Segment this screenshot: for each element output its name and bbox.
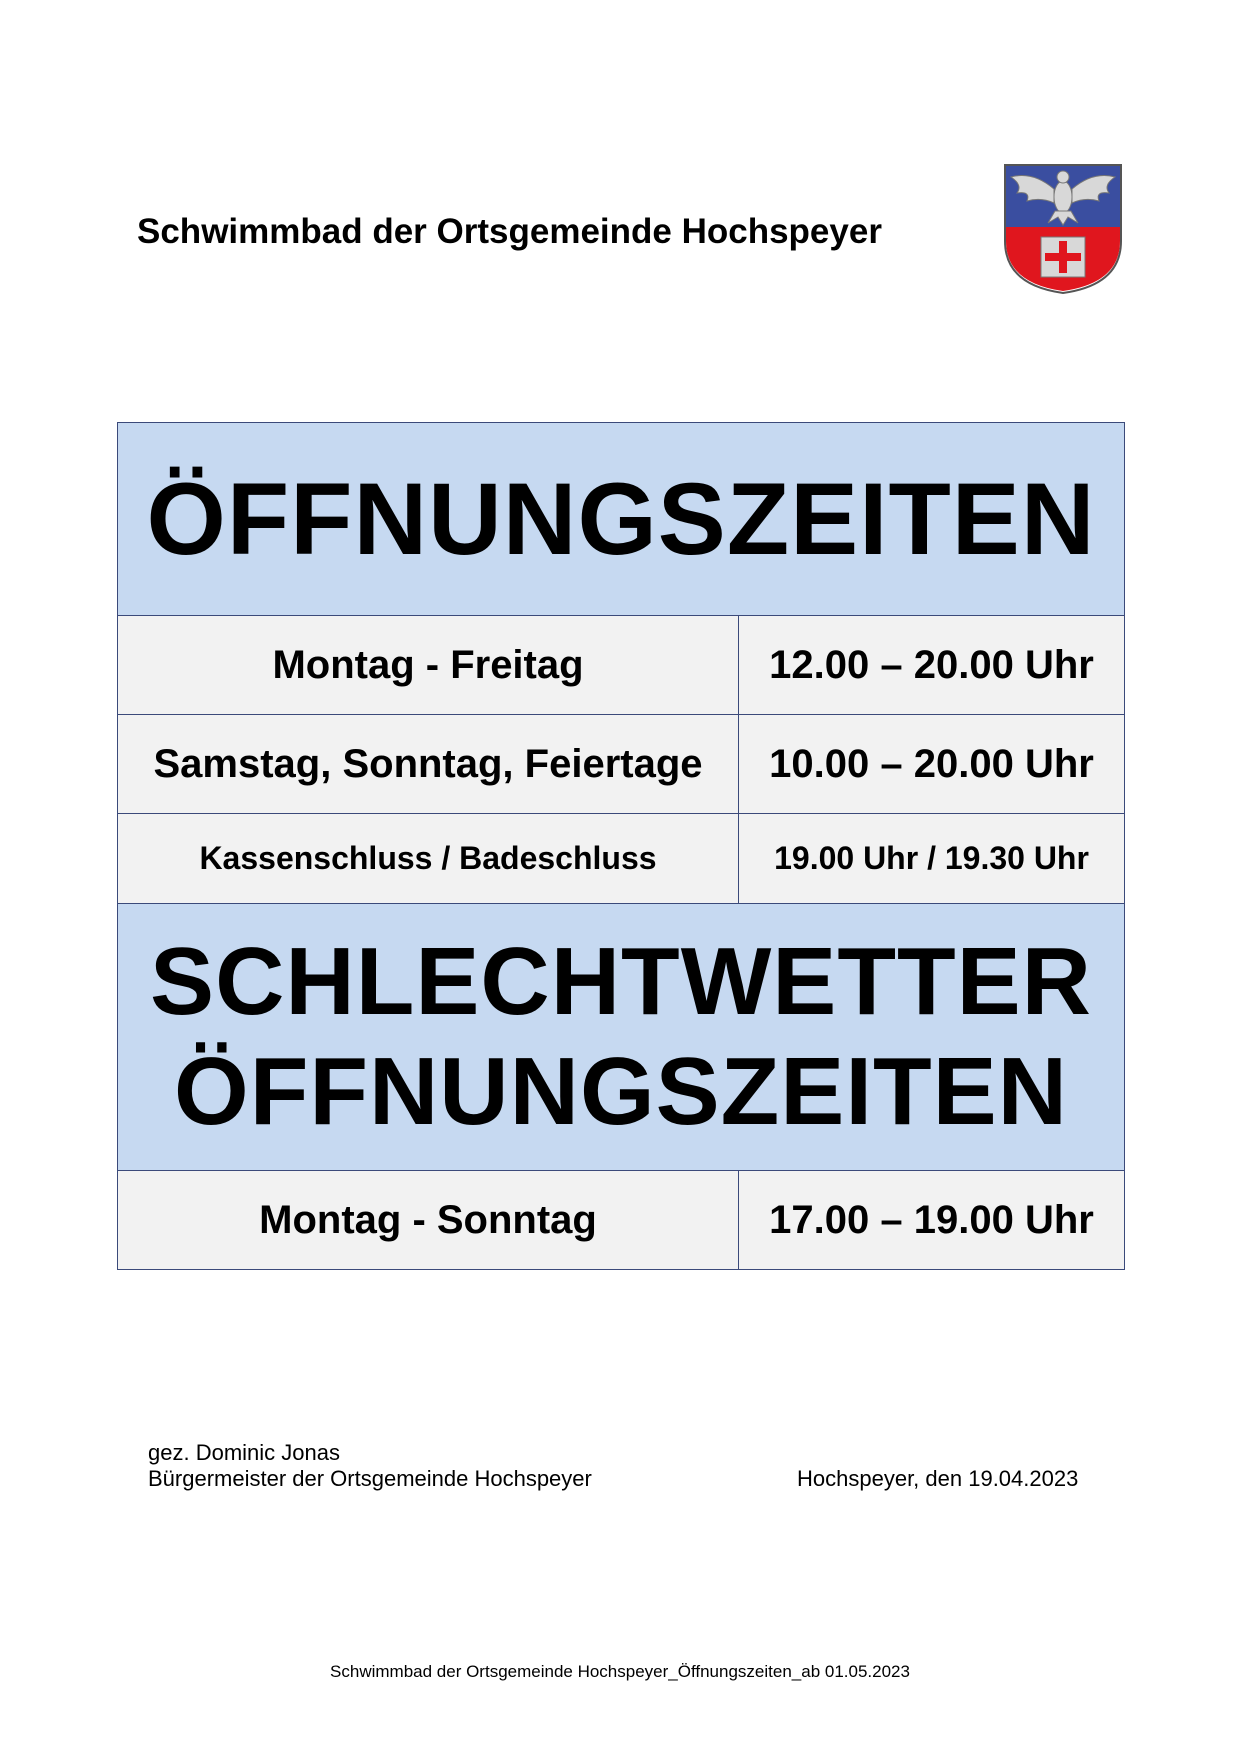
page-title: Schwimmbad der Ortsgemeinde Hochspeyer [137, 212, 882, 251]
signature-role: Bürgermeister der Ortsgemeinde Hochspeyer [148, 1466, 592, 1491]
table-row [118, 616, 1125, 715]
section1-heading-row [118, 423, 1125, 616]
opening-hours-table [117, 422, 1125, 1270]
cross-icon [1041, 237, 1085, 277]
days-cell: Kassenschluss / Badeschluss [118, 814, 739, 904]
section2-heading-row [118, 904, 1125, 1171]
section2-heading-line1: SCHLECHTWETTER [150, 928, 1092, 1035]
date-line: Hochspeyer, den 19.04.2023 [797, 1466, 1079, 1491]
days-cell: Montag - Freitag [118, 616, 739, 715]
section1-heading: ÖFFNUNGSZEITEN [118, 423, 1125, 616]
table-row [118, 814, 1125, 904]
days-cell: Samstag, Sonntag, Feiertage [118, 715, 739, 814]
hours-cell: 12.00 – 20.00 Uhr [739, 616, 1125, 715]
hours-cell: 17.00 – 19.00 Uhr [739, 1171, 1125, 1270]
section2-heading [118, 904, 1125, 1171]
section2-heading-line2: ÖFFNUNGSZEITEN [174, 1038, 1068, 1145]
hours-cell: 10.00 – 20.00 Uhr [739, 715, 1125, 814]
signature-name: gez. Dominic Jonas [148, 1440, 340, 1465]
days-cell: Montag - Sonntag [118, 1171, 739, 1270]
page-footer: Schwimmbad der Ortsgemeinde Hochspeyer_Öffnungszeiten_ab 01.05.2023 [330, 1662, 910, 1681]
table-row [118, 715, 1125, 814]
table-row [118, 1171, 1125, 1270]
hours-cell: 19.00 Uhr / 19.30 Uhr [739, 814, 1125, 904]
coat-of-arms-logo [1003, 163, 1123, 295]
signature-block [148, 1440, 592, 1492]
